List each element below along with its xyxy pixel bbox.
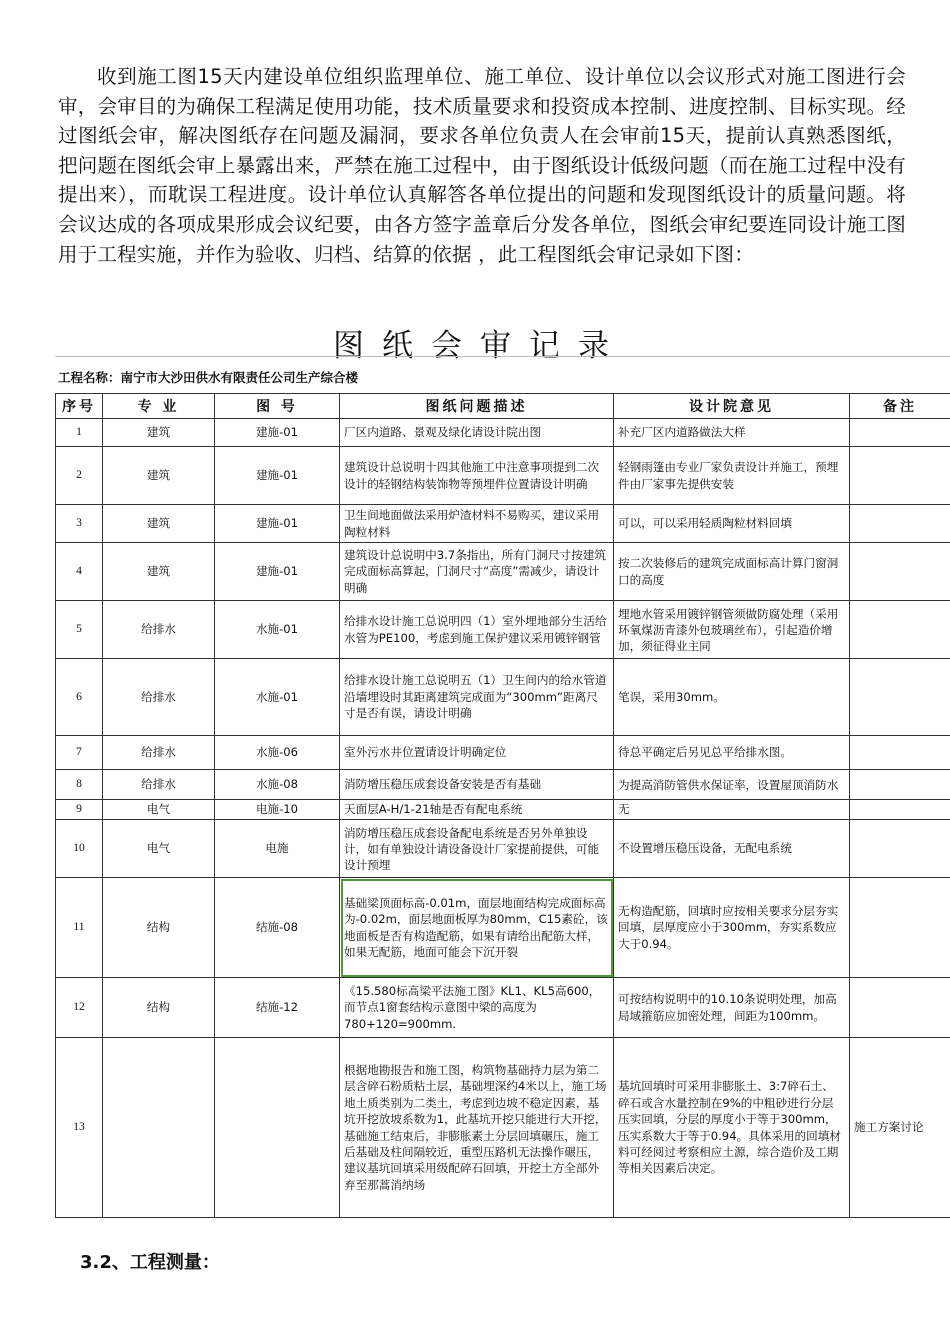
cell-description-text: 天面层A-H/1-21轴是否有配电系统 — [344, 802, 523, 817]
cell-drawing-text: 电施-10 — [255, 802, 299, 817]
header-no: 序号 — [56, 394, 103, 419]
cell-specialty-text: 结构 — [146, 920, 171, 935]
project-name: 工程名称：南宁市大沙田供水有限责任公司生产综合楼 — [58, 370, 359, 385]
cell-opinion — [614, 447, 850, 505]
cell-opinion — [614, 736, 850, 770]
cell-specialty-text: 电气 — [146, 802, 171, 817]
cell-note — [850, 820, 950, 878]
cell-drawing — [215, 800, 340, 820]
cell-no-text: 8 — [76, 777, 82, 791]
cell-drawing-text: 电施 — [265, 841, 289, 856]
drawing-review-table — [55, 393, 950, 1218]
cell-specialty — [103, 800, 215, 820]
cell-opinion — [614, 601, 850, 659]
cell-no-text: 13 — [73, 1120, 85, 1134]
cell-opinion — [614, 800, 850, 820]
cell-note — [850, 659, 950, 736]
cell-no — [56, 736, 103, 770]
cell-specialty-text: 建筑 — [146, 425, 171, 440]
cell-no-text: 6 — [76, 689, 82, 703]
cell-specialty-text: 结构 — [146, 1000, 171, 1015]
cell-opinion — [614, 770, 850, 800]
intro-text-block — [58, 62, 906, 269]
cell-description-text: 卫生间地面做法采用炉渣材料不易购买，建议采用陶粒材料 — [344, 508, 600, 539]
table-row — [56, 659, 950, 736]
cell-note — [850, 1038, 950, 1218]
cell-opinion-text: 无构造配筋，回填时应按相关要求分层夯实回填，层厚度应小于300mm，夯实系数应大于0.94。 — [618, 903, 839, 951]
cell-description-text: 建筑设计总说明中3.7条指出，所有门洞尺寸按建筑完成面标高算起，门洞尺寸“高度”需减少，请设计明确 — [344, 547, 606, 595]
cell-no-text: 4 — [76, 564, 82, 578]
cell-opinion-text: 轻钢雨篷由专业厂家负责设计并施工，预埋件由厂家事先提供安装 — [618, 460, 839, 491]
cell-specialty-text: 建筑 — [146, 516, 171, 531]
record-title: 图纸会审记录 — [333, 328, 627, 364]
cell-note — [850, 800, 950, 820]
cell-drawing — [215, 419, 340, 447]
cell-specialty — [103, 820, 215, 878]
cell-no — [56, 820, 103, 878]
cell-description-text: 室外污水井位置请设计明确定位 — [344, 745, 507, 760]
cell-opinion — [614, 505, 850, 543]
cell-drawing — [215, 820, 340, 878]
cell-drawing-text: 建施-01 — [255, 564, 299, 579]
table-row — [56, 736, 950, 770]
header-drawing: 图 号 — [215, 394, 340, 419]
cell-no-text: 1 — [76, 425, 82, 439]
cell-drawing-text: 水施-01 — [255, 622, 299, 637]
section-heading: 3.2、工程测量： — [80, 1252, 220, 1273]
cell-specialty-text: 给排水 — [141, 622, 176, 637]
cell-no — [56, 770, 103, 800]
cell-opinion-text: 按二次装修后的建筑完成面标高计算门窗洞口的高度 — [618, 556, 839, 587]
table-row — [56, 419, 950, 447]
cell-description-text: 消防增压稳压成套设备配电系统是否另外单独设计，如有单独设计请设备设计厂家提前提供，可能设计预埋 — [344, 825, 600, 873]
cell-description-text: 给排水设计施工总说明四（1）室外埋地部分生活给水管为PE100，考虑到施工保护建议采用镀锌钢管 — [344, 614, 607, 645]
cell-opinion — [614, 820, 850, 878]
cell-description — [340, 447, 614, 505]
cell-no — [56, 601, 103, 659]
cell-no-text: 5 — [76, 622, 82, 636]
cell-no — [56, 447, 103, 505]
cell-no-text: 7 — [76, 745, 82, 759]
cell-drawing — [215, 770, 340, 800]
cell-description-text: 根据地勘报告和施工图，构筑物基础持力层为第二层含碎石粉质粘土层，基础埋深约4米以上，施工场地土质类别为二类土，考虑到边坡不稳定因素，基坑开挖放坡系数为1，此基坑开挖只能进行大开挖，基础施工结束后，非膨胀素土分层回填碾压，施工后基础及柱间隔较近，重型压路机无法操作碾压，建议基坑回填采用级配碎石回填，开挖土方全部外弃至那蒿消纳场 — [344, 1062, 607, 1192]
cell-description-text: 基础梁顶面标高-0.01m，面层地面结构完成面标高为-0.02m，面层地面板厚为80mm，C15素砼，该地面板是否有构造配筋，如果有请给出配筋大样，如果无配筋，地面可能会下沉开裂 — [344, 895, 608, 959]
cell-drawing-text: 结施-12 — [255, 1000, 299, 1015]
cell-specialty-text: 给排水 — [141, 745, 176, 760]
cell-specialty — [103, 505, 215, 543]
cell-note — [850, 447, 950, 505]
cell-note — [850, 770, 950, 800]
cell-note — [850, 736, 950, 770]
cell-opinion — [614, 659, 850, 736]
table-row — [56, 820, 950, 878]
cell-description — [340, 543, 614, 601]
cell-drawing — [215, 505, 340, 543]
cell-description-text: 建筑设计总说明十四其他施工中注意事项提到二次设计的轻钢结构装饰物等预埋件位置请设计明确 — [344, 460, 600, 491]
cell-no — [56, 878, 103, 978]
table-row — [56, 543, 950, 601]
table-row — [56, 447, 950, 505]
cell-note — [850, 543, 950, 601]
cell-specialty — [103, 419, 215, 447]
cell-drawing — [215, 659, 340, 736]
header-note: 备注 — [850, 394, 950, 419]
title-divider — [55, 356, 950, 357]
cell-no-text: 11 — [73, 920, 85, 934]
cell-opinion-text: 笔误，采用30mm。 — [618, 689, 725, 704]
cell-description — [340, 1038, 614, 1218]
cell-drawing-text: 建施-01 — [255, 516, 299, 531]
cell-drawing — [215, 543, 340, 601]
cell-description-text: 厂区内道路、景观及绿化请设计院出图 — [344, 425, 542, 440]
cell-specialty-text: 建筑 — [146, 564, 171, 579]
cell-no — [56, 800, 103, 820]
cell-specialty — [103, 736, 215, 770]
cell-opinion-text: 可按结构说明中的10.10条说明处理，加高局域箍筋应加密处理，间距为100mm。 — [618, 992, 837, 1023]
cell-no-text: 2 — [76, 468, 82, 482]
cell-specialty — [103, 878, 215, 978]
cell-specialty-text: 电气 — [146, 841, 171, 856]
cell-note — [850, 601, 950, 659]
cell-specialty — [103, 447, 215, 505]
table-header-row — [56, 394, 950, 419]
cell-description — [340, 419, 614, 447]
cell-description — [340, 800, 614, 820]
cell-specialty — [103, 659, 215, 736]
cell-drawing-text: 水施-01 — [255, 689, 299, 704]
header-specialty: 专 业 — [103, 394, 215, 419]
cell-opinion — [614, 419, 850, 447]
cell-opinion — [614, 878, 850, 978]
cell-no-text: 9 — [76, 802, 82, 816]
cell-opinion — [614, 978, 850, 1038]
cell-description — [340, 978, 614, 1038]
cell-description — [340, 505, 614, 543]
cell-description-text: 给排水设计施工总说明五（1）卫生间内的给水管道沿墙埋设时其距离建筑完成面为“300mm”距离尺寸是否有误，请设计明确 — [344, 673, 607, 721]
cell-specialty — [103, 978, 215, 1038]
table-body — [56, 419, 950, 1218]
cell-opinion-text: 无 — [618, 802, 630, 817]
cell-no-text: 10 — [73, 841, 85, 855]
cell-description — [340, 659, 614, 736]
cell-opinion-text: 可以，可以采用轻质陶粒材料回填 — [618, 516, 792, 531]
cell-no — [56, 1038, 103, 1218]
cell-drawing — [215, 978, 340, 1038]
table-row — [56, 800, 950, 820]
header-opinion: 设计院意见 — [614, 394, 850, 419]
cell-drawing — [215, 601, 340, 659]
table-row — [56, 505, 950, 543]
cell-drawing-text: 结施-08 — [255, 920, 299, 935]
cell-opinion-text: 补充厂区内道路做法大样 — [618, 425, 746, 440]
cell-no — [56, 659, 103, 736]
cell-no — [56, 543, 103, 601]
table-row — [56, 978, 950, 1038]
cell-drawing — [215, 1038, 340, 1218]
cell-opinion-text: 基坑回填时可采用非膨胀土、3:7碎石土、碎石或含水量控制在9%的中粗砂进行分层压实回填，分层的厚度小于等于300mm，压实系数大于等于0.94。具体采用的回填材料可经阅过考察相应土源，综合造价及工期等相关因素后决定。 — [618, 1079, 841, 1176]
cell-opinion — [614, 1038, 850, 1218]
cell-drawing-text: 水施-06 — [255, 745, 299, 760]
cell-description — [340, 820, 614, 878]
cell-description — [340, 770, 614, 800]
cell-specialty — [103, 601, 215, 659]
cell-description-text: 《15.580标高梁平法施工图》KL1、KL5高600，而节点1窗套结构示意图中梁的高度为780+120=900mm. — [344, 983, 601, 1031]
cell-opinion — [614, 543, 850, 601]
cell-drawing-text: 建施-01 — [255, 425, 299, 440]
cell-specialty-text: 给排水 — [141, 777, 176, 792]
cell-note — [850, 978, 950, 1038]
cell-note — [850, 419, 950, 447]
cell-drawing — [215, 447, 340, 505]
cell-note — [850, 878, 950, 978]
cell-drawing-text: 建施-01 — [255, 468, 299, 483]
cell-specialty — [103, 770, 215, 800]
cell-specialty — [103, 1038, 215, 1218]
cell-opinion-text: 埋地水管采用镀锌钢管须做防腐处理（采用环氧煤沥青漆外包玻璃丝布），引起造价增加，须征得业主同 — [618, 606, 839, 654]
cell-no-text: 3 — [76, 516, 82, 530]
cell-drawing — [215, 878, 340, 978]
cell-note — [850, 505, 950, 543]
table-row — [56, 770, 950, 800]
cell-no — [56, 505, 103, 543]
cell-no — [56, 419, 103, 447]
intro-paragraph: 收到施工图15天内建设单位组织监理单位、施工单位、设计单位以会议形式对施工图进行会审，会审目的为确保工程满足使用功能，技术质量要求和投资成本控制、进度控制、目标实现。经过图纸会审，解决图纸存在问题及漏洞，要求各单位负责人在会审前15天，提前认真熟悉图纸，把问题在图纸会审上暴露出来，严禁在施工过程中，由于图纸设计低级问题（而在施工过程中没有提出来），而耽误工程进度。设计单位认真解答各单位提出的问题和发现图纸设计的质量问题。将会议达成的各项成果形成会议纪要，由各方签字盖章后分发各单位，图纸会审纪要连同设计施工图用于工程实施，并作为验收、归档、结算的依据 ，此工程图纸会审记录如下图： — [58, 65, 906, 266]
cell-note-text: 施工方案讨论 — [854, 1120, 924, 1135]
header-description: 图纸问题描述 — [340, 394, 614, 419]
cell-drawing-text: 水施-08 — [255, 777, 299, 792]
cell-no — [56, 978, 103, 1038]
cell-no-text: 12 — [73, 1000, 85, 1014]
cell-description — [340, 736, 614, 770]
cell-description — [340, 878, 614, 978]
cell-description-text: 消防增压稳压成套设备安装是否有基础 — [344, 777, 542, 792]
cell-specialty — [103, 543, 215, 601]
cell-opinion-text: 为提高消防管供水保证率，设置屋顶消防水 — [618, 777, 839, 792]
table-row — [56, 878, 950, 978]
cell-opinion-text: 不设置增压稳压设备，无配电系统 — [618, 841, 792, 856]
table-row — [56, 1038, 950, 1218]
cell-specialty-text: 给排水 — [141, 689, 176, 704]
table-row — [56, 601, 950, 659]
cell-opinion-text: 待总平确定后另见总平给排水图。 — [618, 745, 792, 760]
cell-drawing — [215, 736, 340, 770]
cell-specialty-text: 建筑 — [146, 468, 171, 483]
cell-description — [340, 601, 614, 659]
